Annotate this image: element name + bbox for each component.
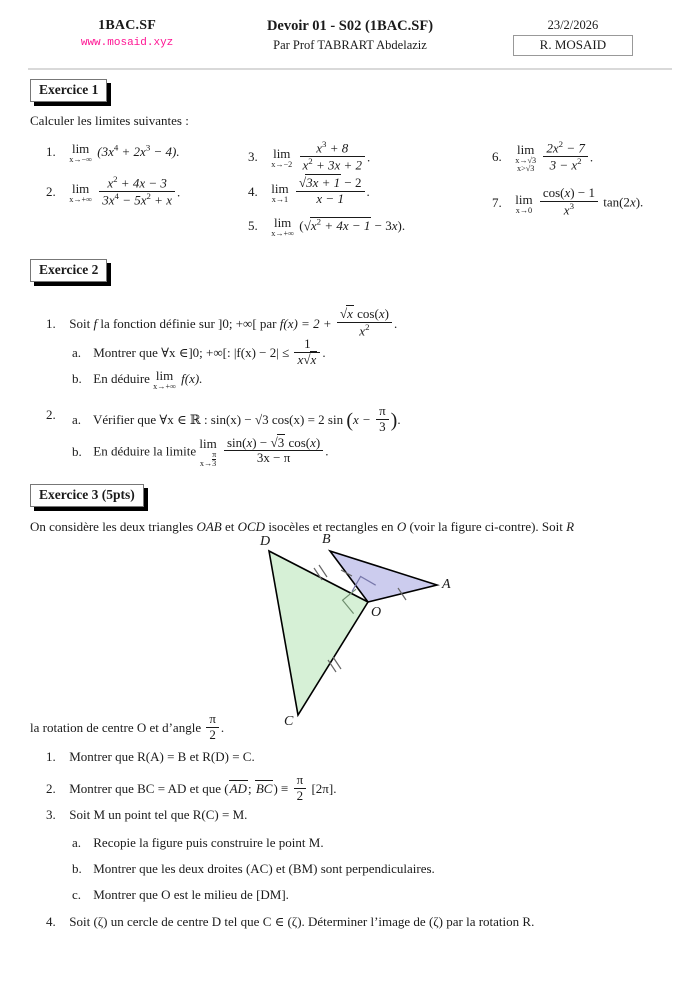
- item-label: b.: [72, 443, 82, 459]
- period: .: [589, 149, 594, 165]
- limit-subscript: x→−∞: [69, 155, 92, 164]
- item-text: Montrer que R(A) = B et R(D) = C.: [69, 749, 255, 764]
- item-text: Montrer que BC = AD et que: [69, 781, 222, 797]
- limit-subscript: x→0: [515, 205, 533, 215]
- exercise-1-intro: Calculer les limites suivantes :: [30, 113, 189, 128]
- period: .: [176, 184, 181, 200]
- period: .: [220, 720, 225, 736]
- header-left: [28, 18, 226, 49]
- fraction-denominator: $x^2$: [337, 322, 392, 339]
- fraction-denominator: x − 1: [296, 191, 365, 207]
- exercise-1-badge-wrap: [30, 79, 107, 102]
- item-number: 1.: [46, 315, 56, 331]
- exercise-3-item-3a: [72, 834, 672, 852]
- item-label: a.: [72, 345, 82, 361]
- exercise-3-item-1: [46, 748, 666, 766]
- author-box: R. MOSAID: [513, 35, 633, 56]
- fraction-denominator: $3 - x^2$: [543, 156, 587, 173]
- exercise-1-item-4: [248, 175, 468, 210]
- limit-condition: x>√3: [517, 164, 535, 174]
- period: .: [393, 315, 398, 331]
- document-subtitle: Par Prof TABRART Abdelaziz: [273, 38, 427, 52]
- exercise-2-item-1a: [72, 336, 672, 369]
- limit-operator: lim x→0: [515, 191, 533, 215]
- item-number: 4.: [46, 914, 56, 929]
- fraction-denominator: $x^3$: [540, 201, 598, 218]
- item-number: 3.: [46, 807, 56, 822]
- document-title: Devoir 01 - S02 (1BAC.SF): [266, 18, 434, 34]
- limit-expression: $(√x^2 + 4x - 1 - 3x)$.: [299, 216, 406, 234]
- exercise-2-badge-wrap: [30, 259, 107, 282]
- header-right: [474, 18, 672, 56]
- exercise-2-item-2b: [72, 434, 672, 469]
- tick-oc-2: [333, 657, 341, 669]
- exercise-2-badge: Exercice 2: [30, 259, 107, 282]
- fraction-denominator: $3x^4 - 5x^2 + x$: [99, 191, 175, 208]
- close-paren: ): [390, 409, 398, 432]
- item-label: a.: [72, 835, 82, 850]
- fraction: [543, 140, 587, 173]
- figure-label-b: B: [322, 532, 331, 547]
- exercise-1-item-6: [492, 139, 692, 178]
- fraction-numerator: √3x + 1 − 2: [298, 175, 362, 191]
- class-title: 1BAC.SF: [98, 18, 156, 33]
- intro-part-4: (voir la figure ci-contre). Soit: [409, 519, 563, 534]
- limit-suffix: tan(2x).: [603, 194, 644, 210]
- fraction: [99, 175, 175, 208]
- triangle-ocd: OCD: [237, 519, 266, 534]
- exercise-1-item-5: [248, 216, 468, 242]
- fraction-numerator: sin(x) − √3 cos(x): [226, 434, 321, 450]
- function-definition: f(x) = 2 +: [279, 315, 332, 331]
- fraction: [224, 436, 323, 466]
- fraction-numerator: $2x^2 - 7$: [546, 139, 585, 156]
- fraction: [300, 140, 366, 173]
- exercise-3-item-4: [46, 913, 686, 931]
- period: .: [322, 345, 326, 361]
- item-text-a: Soit: [69, 315, 91, 331]
- period: .: [367, 149, 371, 165]
- function-symbol: f: [93, 315, 98, 331]
- fraction: [540, 186, 598, 217]
- exercise-2-item-1b: [72, 369, 672, 391]
- fraction-numerator: π: [379, 403, 386, 419]
- fraction-numerator: $x^3 + 8$: [316, 139, 349, 156]
- fraction-denominator: 3x − π: [224, 450, 323, 466]
- fraction: [337, 307, 392, 339]
- limit-operator: lim x→√3 x>√3: [515, 142, 537, 174]
- fraction: [294, 773, 307, 803]
- limit-subscript: x→+∞: [153, 382, 176, 391]
- item-text: En déduire la limite: [93, 443, 197, 459]
- rotation-description: la rotation de centre O et d’angle: [30, 720, 202, 736]
- item-number: 2.: [46, 184, 56, 200]
- fraction: [206, 712, 219, 742]
- fraction-numerator: 1: [304, 336, 311, 352]
- limit-subscript: x→1: [271, 195, 289, 205]
- exercise-1-badge: Exercice 1: [30, 79, 107, 102]
- item-number: 6.: [492, 149, 502, 165]
- modulo-text: [2π].: [311, 781, 337, 797]
- limit-operator: lim x→+∞: [153, 368, 176, 391]
- exercise-1-item-2: [46, 174, 256, 208]
- exercise-3-item-3b: [72, 860, 672, 878]
- limit-subscript: x→ $\frac{\pi}{3}$: [199, 450, 217, 469]
- item-text: Soit (ζ) un cercle de centre D tel que C ∈ (ζ). Déterminer l’image de (ζ) par la rotation R.: [69, 914, 535, 929]
- item-number: 1.: [46, 144, 56, 160]
- period: .: [325, 443, 329, 459]
- item-number: 7.: [492, 194, 502, 210]
- figure-label-o: O: [371, 605, 382, 620]
- item-label: c.: [72, 887, 82, 902]
- limit-subscript: x→−2: [271, 160, 293, 170]
- item-text: En déduire: [93, 371, 150, 387]
- fraction: [294, 337, 320, 367]
- triangle-oab: OAB: [196, 519, 222, 534]
- exercise-1-column-3: [492, 139, 692, 218]
- fraction-denominator: 2: [206, 727, 219, 743]
- figure-label-a: A: [442, 577, 451, 592]
- fraction-numerator: π: [296, 772, 304, 788]
- limit-operator: lim x→−2: [271, 146, 293, 170]
- item-number: 1.: [46, 749, 56, 764]
- limit-subscript: x→√3: [515, 156, 537, 166]
- fraction-denominator: 2: [294, 788, 307, 804]
- geometry-svg: [240, 528, 470, 733]
- figure-label-d: D: [260, 534, 271, 549]
- intro-part-1: On considère les deux triangles: [30, 519, 194, 534]
- intro-part-3: isocèles et rectangles en: [268, 519, 394, 534]
- paren-content: x −: [353, 412, 371, 428]
- fraction-denominator: x√x: [294, 352, 320, 368]
- intro-part-2: et: [224, 519, 235, 534]
- fraction-denominator: $x^2 + 3x + 2$: [300, 156, 366, 173]
- item-label: a.: [72, 412, 82, 428]
- exercise-3-badge: Exercice 3 (5pts): [30, 484, 144, 507]
- period: .: [397, 412, 401, 428]
- angle-notation: (AD; BC): [224, 781, 278, 797]
- vector-bc: BC: [255, 781, 273, 797]
- equiv-symbol: ≡: [281, 781, 289, 797]
- item-text: Recopie la figure puis construire le point M.: [93, 835, 324, 850]
- period: .: [366, 184, 370, 200]
- exercise-3-item-3c: [72, 886, 672, 904]
- item-number: 2.: [46, 407, 56, 422]
- item-text: Vérifier que ∀x ∈ ℝ : sin(x) − √3 cos(x) = 2 sin: [93, 412, 344, 428]
- exercise-1-item-3: [248, 139, 468, 173]
- exercise-3-item-3: [46, 806, 666, 824]
- exercise-2-item-1: [46, 306, 666, 341]
- limit-subscript: x→+∞: [271, 229, 294, 238]
- item-number: 2.: [46, 781, 56, 797]
- website-link[interactable]: www.mosaid.xyz: [80, 37, 174, 49]
- limit-operator: lim x→ $\frac{\pi}{3}$: [199, 436, 217, 469]
- exercise-1-item-1: [46, 142, 256, 169]
- document-date: 23/2/2026: [547, 18, 599, 32]
- limit-operator: lim x→+∞: [271, 215, 294, 238]
- vector-ad: AD: [229, 781, 247, 797]
- exercise-1-item-7: [492, 185, 692, 218]
- item-number: 4.: [248, 184, 258, 200]
- exercise-3-rotation-text: [30, 711, 430, 744]
- item-text: Montrer que les deux droites (AC) et (BM) sont perpendiculaires.: [93, 861, 435, 876]
- item-label: b.: [72, 371, 82, 387]
- header-center: [226, 18, 474, 53]
- exercise-2-item-2a: [72, 403, 672, 436]
- item-number: 5.: [248, 218, 258, 234]
- open-paren: (: [346, 409, 354, 432]
- limit-expression: f(x).: [181, 371, 203, 387]
- limit-operator: lim x→−∞: [69, 141, 92, 164]
- rotation-r: R: [566, 519, 575, 534]
- exercise-3-item-2: [46, 772, 666, 805]
- exercise-3-badge-wrap: [30, 484, 144, 507]
- fraction-numerator: cos(x) − 1: [542, 185, 595, 201]
- page-header: [28, 18, 672, 64]
- limit-subscript: x→+∞: [69, 195, 92, 205]
- item-text: Montrer que ∀x ∈]0; +∞[: |f(x) − 2| ≤: [93, 345, 290, 361]
- fraction-numerator: $x^2 + 4x - 3$: [107, 174, 167, 191]
- limit-expression: $(3x^4 + 2x^3 - 4)$.: [97, 142, 180, 160]
- fraction-numerator: π: [209, 711, 216, 727]
- item-number: 3.: [248, 149, 258, 165]
- tick-od-2: [319, 565, 327, 577]
- geometry-figure: [240, 528, 470, 733]
- figure-label-c: C: [284, 714, 294, 729]
- item-text-b: la fonction définie sur ]0; +∞[ par: [100, 315, 277, 331]
- exercise-1-column-2: [248, 139, 468, 242]
- header-divider: [28, 68, 672, 70]
- item-label: b.: [72, 861, 82, 876]
- exercise-1-column-1: [46, 142, 256, 207]
- fraction-numerator: √x cos(x): [339, 306, 389, 322]
- fraction: [376, 404, 389, 434]
- item-text: Soit M un point tel que R(C) = M.: [69, 807, 248, 822]
- point-o: O: [396, 519, 407, 534]
- fraction-denominator: 3: [376, 419, 389, 435]
- limit-operator: lim x→1: [271, 181, 289, 205]
- fraction: [296, 176, 365, 206]
- item-text: Montrer que O est le milieu de [DM].: [93, 887, 289, 902]
- limit-operator: lim x→+∞: [69, 181, 92, 205]
